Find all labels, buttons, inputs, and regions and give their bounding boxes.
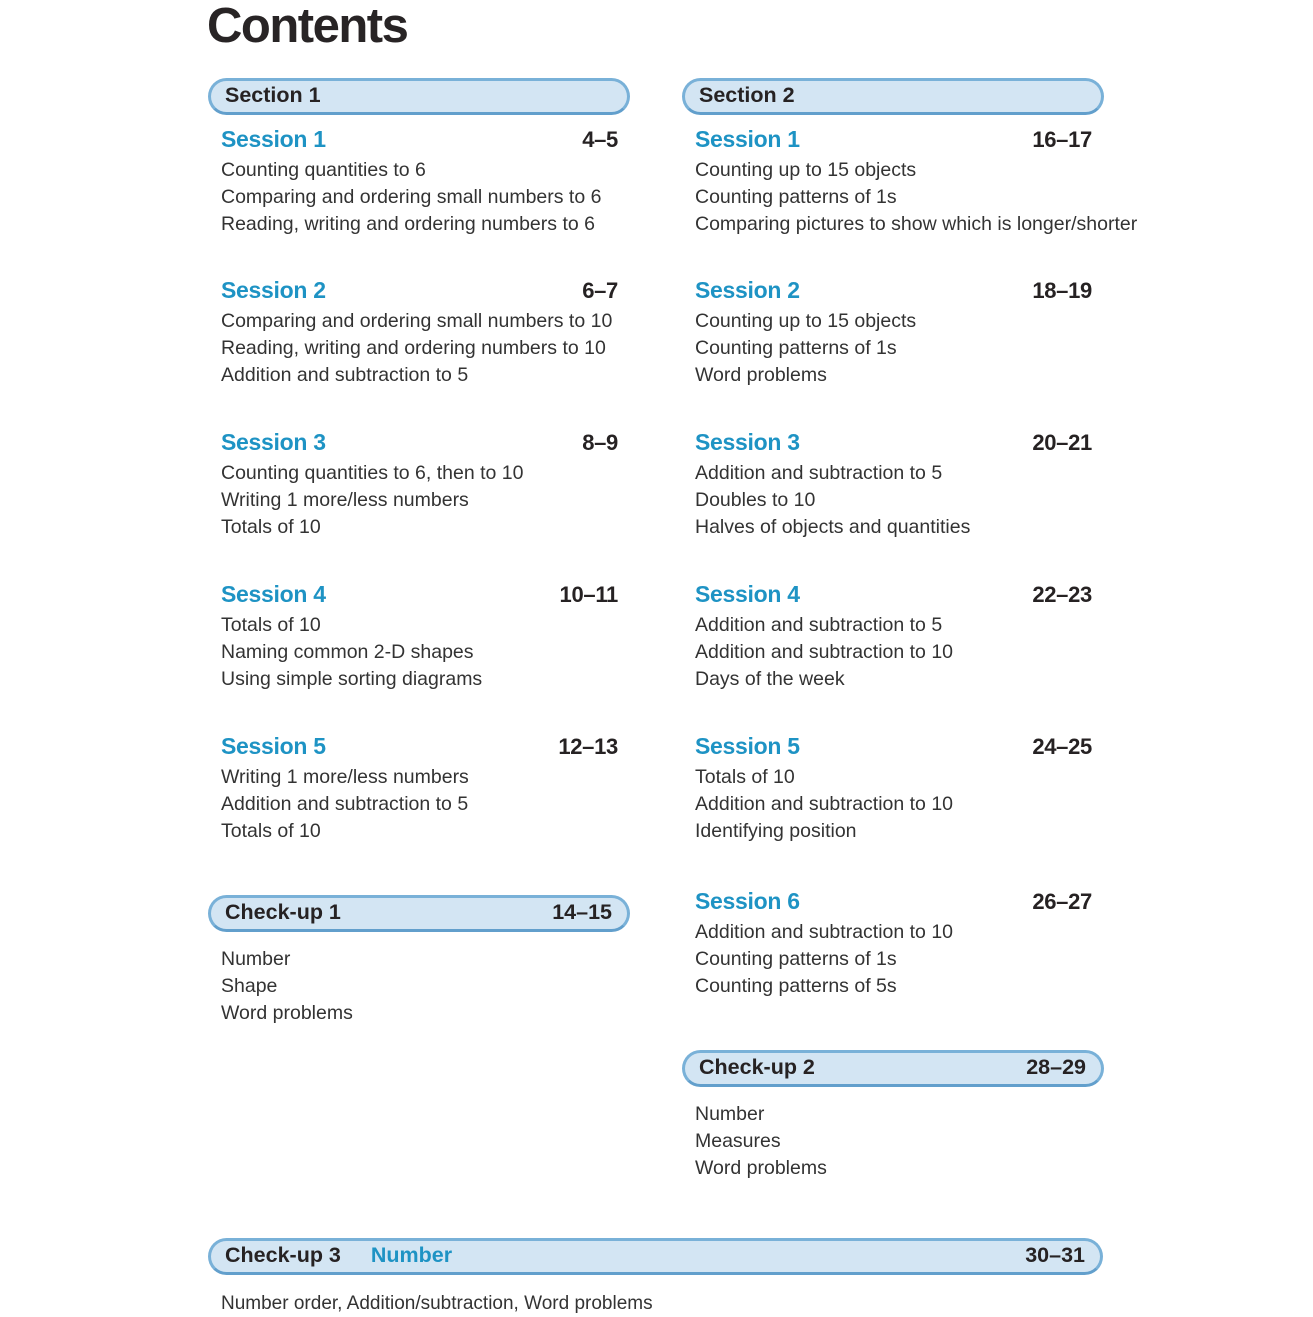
section-1-header	[208, 78, 630, 115]
session-topic: Counting patterns of 5s	[695, 975, 897, 997]
section-2-label: Section 2	[699, 83, 795, 107]
session-topic: Addition and subtraction to 10	[695, 921, 954, 943]
session-entry	[208, 430, 630, 541]
session-topic: Addition and subtraction to 10	[695, 641, 954, 663]
checkup-1-label: Check-up 1	[225, 900, 341, 924]
checkup-topic: Number	[221, 948, 291, 970]
session-topic: Comparing pictures to show which is longer/shorter	[695, 213, 1138, 235]
session-title: Session 4	[221, 581, 326, 607]
session-topic: Counting patterns of 1s	[695, 186, 897, 208]
session-page-range: 24–25	[1032, 734, 1092, 759]
session-topic: Counting patterns of 1s	[695, 948, 897, 970]
session-topic: Writing 1 more/less numbers	[221, 489, 469, 511]
session-page-range: 12–13	[558, 734, 618, 759]
checkup-3-header	[208, 1238, 1103, 1275]
session-topic: Writing 1 more/less numbers	[221, 766, 469, 788]
session-title: Session 2	[695, 277, 800, 303]
checkup-2-page-range: 28–29	[1026, 1055, 1086, 1079]
session-topic: Totals of 10	[695, 766, 795, 788]
session-title: Session 6	[695, 888, 800, 914]
section-1-label: Section 1	[225, 83, 321, 107]
session-entry	[208, 127, 630, 238]
checkup-2-entry	[682, 1050, 1104, 1182]
checkup-3-entry	[208, 1238, 1103, 1317]
checkup-3-page-range: 30–31	[1025, 1243, 1085, 1267]
checkup-2-label: Check-up 2	[699, 1055, 815, 1079]
session-title: Session 1	[695, 126, 800, 152]
session-entry	[208, 734, 630, 845]
session-topic: Reading, writing and ordering numbers to 10	[221, 337, 606, 359]
checkup-topic: Word problems	[695, 1157, 827, 1179]
session-topic: Addition and subtraction to 5	[695, 462, 943, 484]
page-title: Contents	[207, 0, 408, 53]
session-topic: Identifying position	[695, 820, 857, 842]
session-page-range: 18–19	[1032, 278, 1092, 303]
session-title: Session 4	[695, 581, 800, 607]
session-topic: Addition and subtraction to 5	[221, 364, 469, 386]
session-topic: Comparing and ordering small numbers to 6	[221, 186, 602, 208]
checkup-topic: Number	[695, 1103, 765, 1125]
checkup-1-page-range: 14–15	[552, 900, 612, 924]
session-entry	[682, 582, 1104, 693]
session-page-range: 22–23	[1032, 582, 1092, 607]
checkup-topic: Measures	[695, 1130, 781, 1152]
checkup-topic: Shape	[221, 975, 278, 997]
checkup-2-header	[682, 1050, 1104, 1087]
session-page-range: 26–27	[1032, 889, 1092, 914]
session-title: Session 5	[221, 733, 326, 759]
session-topic: Counting patterns of 1s	[695, 337, 897, 359]
session-topic: Reading, writing and ordering numbers to 6	[221, 213, 595, 235]
session-page-range: 20–21	[1032, 430, 1092, 455]
session-entry	[208, 278, 630, 389]
session-entry	[682, 889, 1104, 1000]
session-topic: Totals of 10	[221, 516, 321, 538]
session-entry	[208, 582, 630, 693]
session-page-range: 8–9	[582, 430, 618, 455]
session-entry	[682, 126, 1138, 238]
session-page-range: 6–7	[582, 278, 618, 303]
section-2-header	[682, 78, 1104, 115]
checkup-3-label: Check-up 3	[225, 1243, 341, 1267]
session-topic: Word problems	[695, 364, 827, 386]
session-topic: Totals of 10	[221, 820, 321, 842]
session-entry	[682, 430, 1104, 541]
session-topic: Halves of objects and quantities	[695, 516, 971, 538]
session-title: Session 1	[221, 126, 326, 152]
session-topic: Addition and subtraction to 5	[221, 793, 469, 815]
checkup-3-summary: Number order, Addition/subtraction, Word problems	[221, 1293, 653, 1314]
session-topic: Comparing and ordering small numbers to 10	[221, 310, 613, 332]
session-title: Session 3	[695, 429, 800, 455]
checkup-1-entry	[208, 895, 630, 1027]
session-topic: Counting quantities to 6, then to 10	[221, 462, 524, 484]
session-topic: Doubles to 10	[695, 489, 816, 511]
checkup-1-header	[208, 895, 630, 932]
session-title: Session 5	[695, 733, 800, 759]
session-topic: Counting up to 15 objects	[695, 159, 917, 181]
session-page-range: 16–17	[1032, 127, 1092, 152]
session-topic: Addition and subtraction to 10	[695, 793, 954, 815]
session-topic: Counting up to 15 objects	[695, 310, 917, 332]
session-entry	[682, 734, 1104, 845]
session-topic: Days of the week	[695, 668, 845, 690]
session-topic: Using simple sorting diagrams	[221, 668, 483, 690]
session-title: Session 2	[221, 277, 326, 303]
checkup-topic: Word problems	[221, 1002, 353, 1024]
checkup-3-topic: Number	[370, 1243, 453, 1267]
session-topic: Naming common 2-D shapes	[221, 641, 474, 663]
session-title: Session 3	[221, 429, 326, 455]
session-topic: Totals of 10	[221, 614, 321, 636]
session-page-range: 4–5	[582, 127, 618, 152]
session-topic: Addition and subtraction to 5	[695, 614, 943, 636]
session-page-range: 10–11	[559, 582, 618, 607]
session-topic: Counting quantities to 6	[221, 159, 426, 181]
session-entry	[682, 278, 1104, 389]
